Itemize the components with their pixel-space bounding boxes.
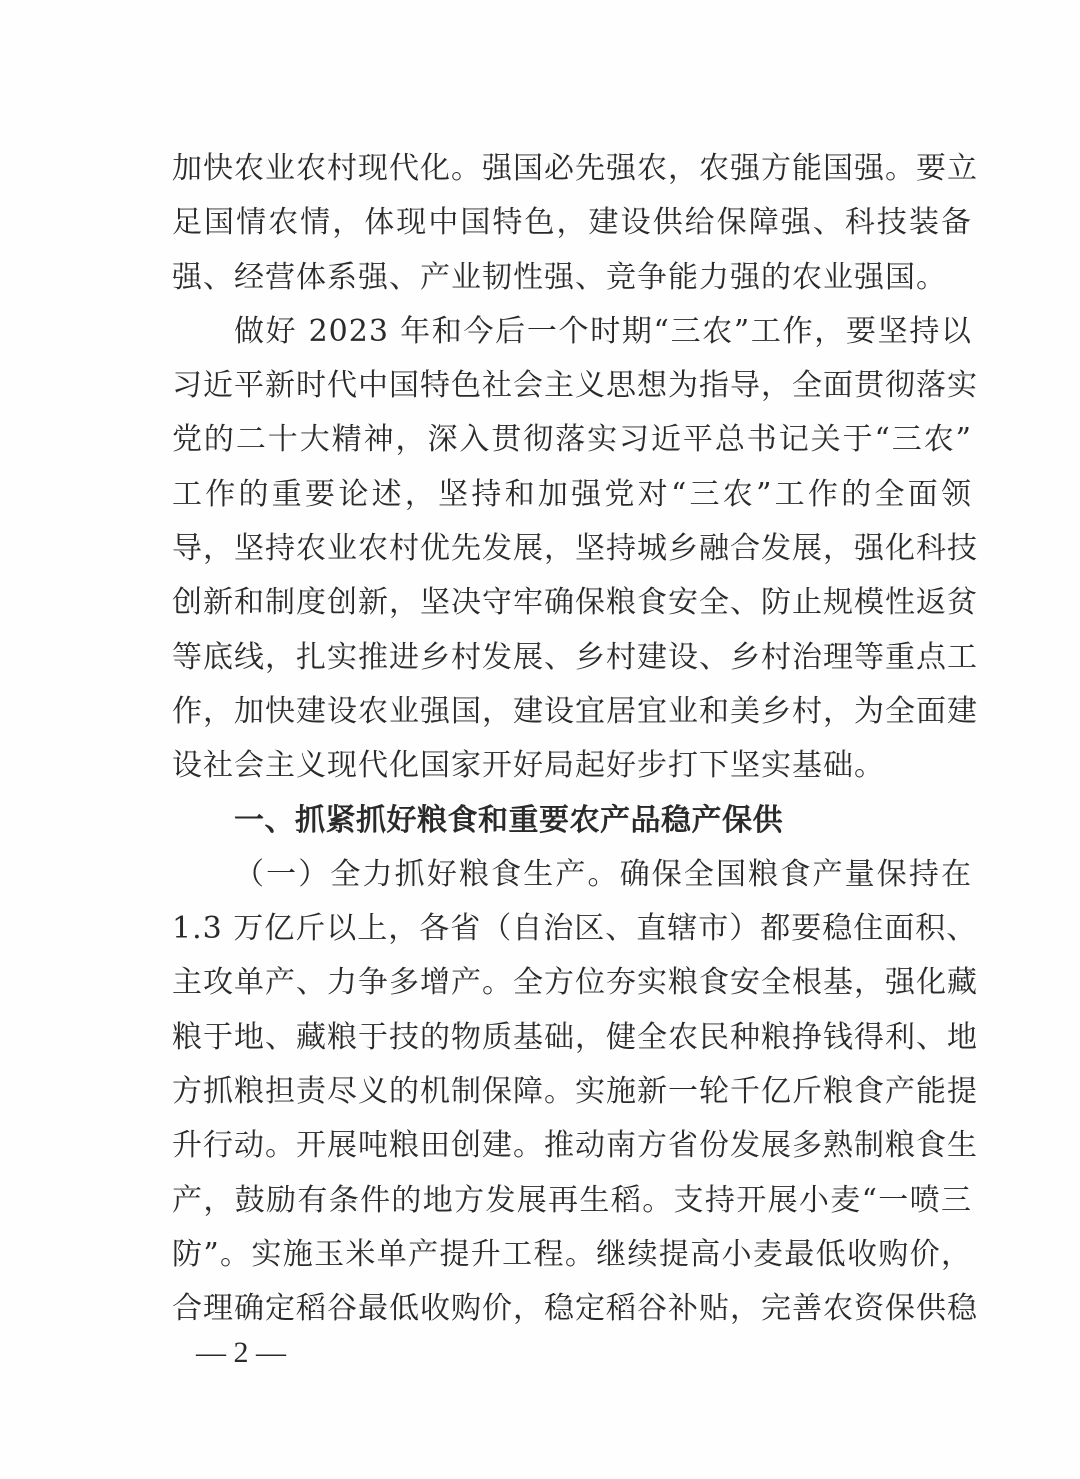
text-line: 主攻单产、力争多增产。全方位夯实粮食安全根基，强化藏 bbox=[172, 965, 978, 1001]
text-line: 1.3 万亿斤以上，各省（自治区、直辖市）都要稳住面积、 bbox=[172, 911, 978, 947]
page-number: — 2 — bbox=[196, 1336, 286, 1369]
text-line: 导，坚持农业农村优先发展，坚持城乡融合发展，强化科技 bbox=[172, 531, 978, 567]
section-heading: 一、抓紧抓好粮食和重要农产品稳产保供 bbox=[234, 802, 783, 838]
text-line: 设社会主义现代化国家开好局起好步打下坚实基础。 bbox=[172, 748, 885, 784]
text-line: 防”。实施玉米单产提升工程。继续提高小麦最低收购价， bbox=[172, 1236, 972, 1272]
text-line: 习近平新时代中国特色社会主义思想为指导，全面贯彻落实 bbox=[172, 368, 978, 404]
text-line: 党的二十大精神，深入贯彻落实习近平总书记关于“三农” bbox=[172, 422, 972, 458]
text-line: （一）全力抓好粮食生产。确保全国粮食产量保持在 bbox=[234, 856, 972, 892]
text-line: 强、经营体系强、产业韧性强、竞争能力强的农业强国。 bbox=[172, 259, 947, 295]
text-line: 粮于地、藏粮于技的物质基础，健全农民种粮挣钱得利、地 bbox=[172, 1019, 978, 1055]
text-line: 作，加快建设农业强国，建设宜居宜业和美乡村，为全面建 bbox=[172, 693, 978, 729]
text-line: 工作的重要论述，坚持和加强党对“三农”工作的全面领 bbox=[172, 476, 972, 512]
body-text bbox=[172, 142, 978, 1337]
text-line: 做好 2023 年和今后一个时期“三农”工作，要坚持以 bbox=[234, 313, 972, 349]
text-line: 升行动。开展吨粮田创建。推动南方省份发展多熟制粮食生 bbox=[172, 1128, 978, 1164]
text-line: 合理确定稻谷最低收购价，稳定稻谷补贴，完善农资保供稳 bbox=[172, 1291, 978, 1327]
text-line: 足国情农情，体现中国特色，建设供给保障强、科技装备 bbox=[172, 205, 972, 241]
text-line: 方抓粮担责尽义的机制保障。实施新一轮千亿斤粮食产能提 bbox=[172, 1074, 978, 1110]
text-line: 等底线，扎实推进乡村发展、乡村建设、乡村治理等重点工 bbox=[172, 639, 978, 675]
text-line: 创新和制度创新，坚决守牢确保粮食安全、防止规模性返贫 bbox=[172, 585, 978, 621]
text-line: 产，鼓励有条件的地方发展再生稻。支持开展小麦“一喷三 bbox=[172, 1182, 972, 1218]
text-line: 加快农业农村现代化。强国必先强农，农强方能国强。要立 bbox=[172, 151, 978, 186]
